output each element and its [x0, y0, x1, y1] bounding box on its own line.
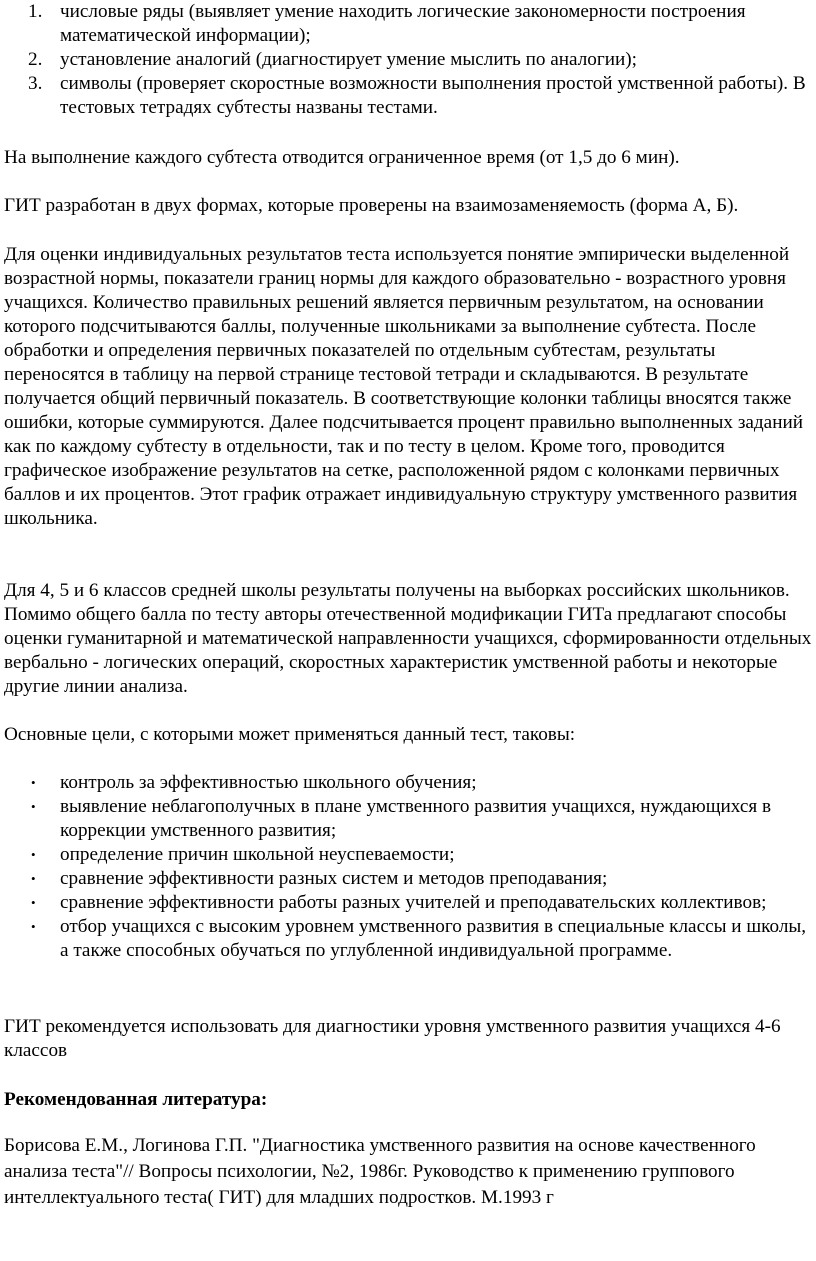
paragraph-test-forms: ГИТ разработан в двух формах, которые проверены на взаимозаменяемость (форма А, Б). — [4, 195, 739, 216]
list-item-text: сравнение эффективности работы разных учителей и преподавательских коллективов; — [60, 892, 767, 913]
list-item — [0, 867, 814, 891]
list-item — [0, 771, 814, 795]
subtest-numbered-list — [0, 0, 814, 120]
bullet-icon: • — [31, 871, 36, 886]
list-item — [0, 795, 814, 843]
list-item — [0, 72, 814, 120]
paragraph-recommendation: ГИТ рекомендуется использовать для диагностики уровня умственного развития учащихся 4-6 классов — [4, 1016, 781, 1061]
bullet-icon: • — [31, 847, 36, 862]
bullet-icon: • — [31, 799, 36, 814]
list-item — [0, 915, 814, 963]
list-number: 3. — [28, 73, 43, 94]
list-item — [0, 48, 814, 72]
list-item — [0, 891, 814, 915]
paragraph-grades: Для 4, 5 и 6 классов средней школы результаты получены на выборках российских школьников. Помимо общего балла по тесту авторы отечественной модификации ГИТа предлагают способы оценки гуманитарной и математической направленности учащихся, сформированности отдельных вербально - логических операций, скоростных характеристик умственной работы и некоторые другие линии анализа. — [4, 580, 812, 697]
paragraph-time-limit: На выполнение каждого субтеста отводится ограниченное время (от 1,5 до 6 мин). — [4, 147, 680, 168]
list-item-text: установление аналогий (диагностирует умение мыслить по аналогии); — [60, 49, 637, 70]
paragraph-goals-intro: Основные цели, с которыми может применяться данный тест, таковы: — [4, 724, 576, 745]
bullet-icon: • — [31, 895, 36, 910]
list-item — [0, 0, 814, 48]
list-item — [0, 843, 814, 867]
list-item-text: контроль за эффективностью школьного обучения; — [60, 772, 477, 793]
list-number: 1. — [28, 1, 43, 22]
list-item-text: числовые ряды (выявляет умение находить логические закономерности построения математической информации); — [60, 1, 746, 46]
list-number: 2. — [28, 49, 43, 70]
list-item-text: сравнение эффективности разных систем и методов преподавания; — [60, 868, 608, 889]
literature-heading: Рекомендованная литература: — [4, 1089, 268, 1110]
list-item-text: выявление неблагополучных в плане умственного развития учащихся, нуждающихся в коррекции умственного развития; — [60, 796, 772, 841]
paragraph-evaluation: Для оценки индивидуальных результатов теста используется понятие эмпирически выделенной возрастной нормы, показатели границ нормы для каждого образовательно - возрастного уровня учащихся. Количество правильных решений является первичным результатом, на основании которого подсчитываются баллы, полученные школьниками за выполнение субтеста. После обработки и определения первичных показателей по отдельным субтестам, результаты переносятся в таблицу на первой странице тестовой тетради и складываются. В результате получается общий первичный показатель. В соответствующие колонки таблицы вносятся также ошибки, которые суммируются. Далее подсчитывается процент правильно выполненных заданий как по каждому субтесту в отдельности, так и по тесту в целом. Кроме того, проводится графическое изображение результатов на сетке, расположенной рядом с колонками первичных баллов и их процентов. Этот график отражает индивидуальную структуру умственного развития школьника. — [4, 244, 803, 529]
goals-bullet-list — [0, 771, 814, 963]
list-item-text: отбор учащихся с высоким уровнем умственного развития в специальные классы и школы, а также способных обучаться по углубленной индивидуальной программе. — [60, 916, 807, 961]
bullet-icon: • — [31, 775, 36, 790]
bullet-icon: • — [31, 919, 36, 934]
list-item-text: определение причин школьной неуспеваемости; — [60, 844, 455, 865]
list-item-text: символы (проверяет скоростные возможности выполнения простой умственной работы). В тестовых тетрадях субтесты названы тестами. — [60, 73, 806, 118]
literature-reference: Борисова Е.М., Логинова Г.П. "Диагностика умственного развития на основе качественного анализа теста"// Вопросы психологии, №2, 1986г. Руководство к применению группового интеллектуального теста( ГИТ) для младших подростков. М.1993 г — [4, 1135, 756, 1208]
